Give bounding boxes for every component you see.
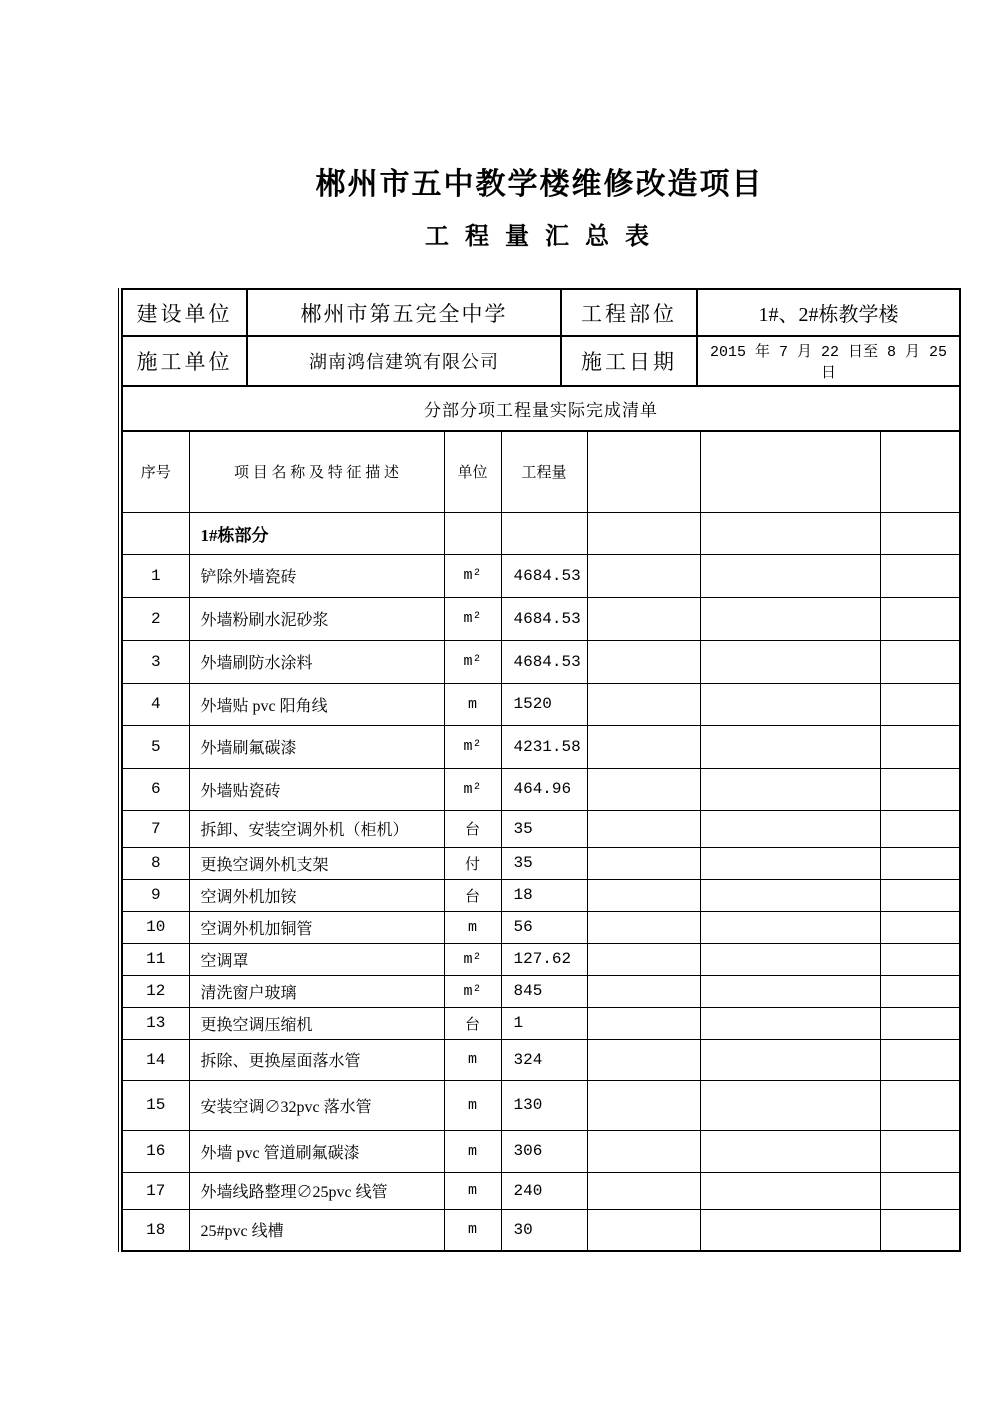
quantity-cell: 4684.53	[501, 597, 587, 640]
quantity-cell: 464.96	[501, 768, 587, 810]
row-no-cell: 18	[122, 1209, 189, 1251]
table-row	[122, 640, 960, 683]
empty-cell-3	[880, 640, 960, 683]
unit-cell: m	[444, 1080, 501, 1130]
empty-cell-2	[700, 1172, 880, 1209]
unit-cell: m²	[444, 554, 501, 597]
empty-cell-2	[700, 810, 880, 847]
unit-cell: m	[444, 1130, 501, 1172]
empty-cell-3	[880, 879, 960, 911]
row-no-cell: 14	[122, 1039, 189, 1080]
empty-cell-3	[880, 1130, 960, 1172]
row-no-cell: 1	[122, 554, 189, 597]
value-contractor: 湖南鸿信建筑有限公司	[247, 336, 561, 386]
group-row	[122, 512, 960, 554]
info-row-contractor	[122, 336, 960, 386]
row-no-cell: 9	[122, 879, 189, 911]
quantity-cell: 30	[501, 1209, 587, 1251]
empty-cell-1	[587, 1172, 700, 1209]
quantity-cell: 35	[501, 847, 587, 879]
item-name-cell: 外墙贴 pvc 阳角线	[189, 683, 444, 725]
quantity-cell: 56	[501, 911, 587, 943]
row-no-cell: 8	[122, 847, 189, 879]
unit-cell: m²	[444, 725, 501, 768]
empty-cell-1	[587, 1007, 700, 1039]
group-unit-cell	[444, 512, 501, 554]
table-row	[122, 683, 960, 725]
item-name-cell: 清洗窗户玻璃	[189, 975, 444, 1007]
empty-cell-3	[880, 768, 960, 810]
empty-cell-2	[700, 943, 880, 975]
quantity-cell: 324	[501, 1039, 587, 1080]
table-row	[122, 597, 960, 640]
quantity-cell: 306	[501, 1130, 587, 1172]
table-row	[122, 768, 960, 810]
row-no-cell: 11	[122, 943, 189, 975]
empty-cell-2	[700, 1039, 880, 1080]
item-name-cell: 外墙刷氟碳漆	[189, 725, 444, 768]
col-header-empty-2	[700, 432, 880, 512]
empty-cell-1	[587, 554, 700, 597]
row-no-cell: 3	[122, 640, 189, 683]
empty-cell-3	[880, 725, 960, 768]
item-name-cell: 外墙贴瓷砖	[189, 768, 444, 810]
col-header-empty-1	[587, 432, 700, 512]
row-no-cell: 4	[122, 683, 189, 725]
item-name-cell: 25#pvc 线槽	[189, 1209, 444, 1251]
empty-cell-2	[700, 847, 880, 879]
section-banner-row	[122, 386, 960, 431]
empty-cell-1	[587, 847, 700, 879]
empty-cell-1	[587, 911, 700, 943]
item-name-cell: 更换空调压缩机	[189, 1007, 444, 1039]
table-row	[122, 1080, 960, 1130]
unit-cell: m	[444, 1209, 501, 1251]
item-name-cell: 空调外机加铜管	[189, 911, 444, 943]
quantity-cell: 845	[501, 975, 587, 1007]
item-name-cell: 更换空调外机支架	[189, 847, 444, 879]
row-no-cell: 16	[122, 1130, 189, 1172]
quantity-cell: 4684.53	[501, 640, 587, 683]
info-row-construction-unit	[122, 289, 960, 336]
table-row	[122, 1130, 960, 1172]
table-row	[122, 810, 960, 847]
unit-cell: m	[444, 911, 501, 943]
unit-cell: m²	[444, 597, 501, 640]
value-construction-unit: 郴州市第五完全中学	[247, 289, 561, 336]
empty-cell-1	[587, 683, 700, 725]
empty-cell-2	[700, 725, 880, 768]
item-name-cell: 空调罩	[189, 943, 444, 975]
quantity-cell: 4684.53	[501, 554, 587, 597]
empty-cell-2	[700, 975, 880, 1007]
summary-table-wrapper	[118, 288, 962, 1252]
empty-cell-3	[880, 1209, 960, 1251]
empty-cell-1	[587, 943, 700, 975]
table-row	[122, 1039, 960, 1080]
label-project-part: 工程部位	[561, 289, 697, 336]
table-row	[122, 879, 960, 911]
item-name-cell: 外墙 pvc 管道刷氟碳漆	[189, 1130, 444, 1172]
unit-cell: 台	[444, 1007, 501, 1039]
row-no-cell: 10	[122, 911, 189, 943]
table-row	[122, 943, 960, 975]
label-construction-date: 施工日期	[561, 336, 697, 386]
col-header-item-name: 项 目 名 称 及 特 征 描 述	[189, 432, 444, 512]
empty-cell-3	[880, 1007, 960, 1039]
row-no-cell: 7	[122, 810, 189, 847]
empty-cell-2	[700, 879, 880, 911]
quantity-cell: 4231.58	[501, 725, 587, 768]
empty-cell-1	[587, 975, 700, 1007]
unit-cell: m	[444, 1039, 501, 1080]
empty-cell-2	[700, 683, 880, 725]
empty-cell-3	[880, 847, 960, 879]
table-row	[122, 1007, 960, 1039]
item-name-cell: 铲除外墙瓷砖	[189, 554, 444, 597]
col-header-no: 序号	[122, 432, 189, 512]
empty-cell-2	[700, 1080, 880, 1130]
item-name-cell: 外墙线路整理∅25pvc 线管	[189, 1172, 444, 1209]
empty-cell-3	[880, 683, 960, 725]
col-header-quantity: 工程量	[501, 432, 587, 512]
unit-cell: 台	[444, 810, 501, 847]
col-header-unit: 单位	[444, 432, 501, 512]
empty-cell-3	[880, 911, 960, 943]
row-no-cell: 5	[122, 725, 189, 768]
empty-cell-1	[587, 1039, 700, 1080]
column-header-row	[122, 432, 960, 512]
project-info-table	[121, 288, 961, 432]
item-name-cell: 拆卸、安装空调外机（柜机）	[189, 810, 444, 847]
quantity-table	[121, 432, 961, 1252]
unit-cell: m²	[444, 768, 501, 810]
empty-cell-3	[880, 975, 960, 1007]
empty-cell-3	[880, 810, 960, 847]
document-subtitle: 工 程 量 汇 总 表	[425, 224, 654, 250]
empty-cell-2	[700, 1209, 880, 1251]
quantity-cell: 130	[501, 1080, 587, 1130]
empty-cell-3	[880, 597, 960, 640]
quantity-cell: 1520	[501, 683, 587, 725]
empty-cell-2	[700, 1007, 880, 1039]
unit-cell: m	[444, 683, 501, 725]
table-row	[122, 1209, 960, 1251]
table-row	[122, 554, 960, 597]
empty-cell-1	[587, 1080, 700, 1130]
label-contractor: 施工单位	[122, 336, 247, 386]
group-empty-cell-2	[700, 512, 880, 554]
quantity-cell: 1	[501, 1007, 587, 1039]
item-name-cell: 外墙粉刷水泥砂浆	[189, 597, 444, 640]
row-no-cell: 13	[122, 1007, 189, 1039]
empty-cell-3	[880, 554, 960, 597]
empty-cell-1	[587, 810, 700, 847]
item-name-cell: 空调外机加铵	[189, 879, 444, 911]
table-row	[122, 847, 960, 879]
empty-cell-2	[700, 911, 880, 943]
empty-cell-3	[880, 943, 960, 975]
empty-cell-2	[700, 597, 880, 640]
table-row	[122, 1172, 960, 1209]
unit-cell: m	[444, 1172, 501, 1209]
empty-cell-3	[880, 1172, 960, 1209]
col-header-empty-3	[880, 432, 960, 512]
empty-cell-1	[587, 1209, 700, 1251]
empty-cell-3	[880, 1039, 960, 1080]
section-banner: 分部分项工程量实际完成清单	[122, 386, 960, 431]
group-empty-cell-3	[880, 512, 960, 554]
quantity-cell: 127.62	[501, 943, 587, 975]
row-no-cell: 6	[122, 768, 189, 810]
value-construction-date: 2015 年 7 月 22 日至 8 月 25 日	[697, 336, 960, 386]
document-title: 郴州市五中教学楼维修改造项目	[315, 168, 764, 201]
document-titles	[119, 165, 960, 254]
empty-cell-2	[700, 554, 880, 597]
row-no-cell: 15	[122, 1080, 189, 1130]
unit-cell: m²	[444, 943, 501, 975]
empty-cell-3	[880, 1080, 960, 1130]
empty-cell-1	[587, 725, 700, 768]
empty-cell-1	[587, 640, 700, 683]
table-row	[122, 725, 960, 768]
quantity-cell: 240	[501, 1172, 587, 1209]
empty-cell-1	[587, 1130, 700, 1172]
item-name-cell: 安装空调∅32pvc 落水管	[189, 1080, 444, 1130]
table-row	[122, 911, 960, 943]
group-label: 1#栋部分	[189, 512, 444, 554]
empty-cell-2	[700, 1130, 880, 1172]
group-no-cell	[122, 512, 189, 554]
label-construction-unit: 建设单位	[122, 289, 247, 336]
quantity-cell: 18	[501, 879, 587, 911]
unit-cell: m²	[444, 640, 501, 683]
table-row	[122, 975, 960, 1007]
item-name-cell: 外墙刷防水涂料	[189, 640, 444, 683]
empty-cell-1	[587, 597, 700, 640]
row-no-cell: 2	[122, 597, 189, 640]
row-no-cell: 17	[122, 1172, 189, 1209]
empty-cell-2	[700, 640, 880, 683]
unit-cell: 台	[444, 879, 501, 911]
item-name-cell: 拆除、更换屋面落水管	[189, 1039, 444, 1080]
row-no-cell: 12	[122, 975, 189, 1007]
quantity-cell: 35	[501, 810, 587, 847]
value-project-part: 1#、2#栋教学楼	[697, 289, 960, 336]
empty-cell-1	[587, 768, 700, 810]
unit-cell: m²	[444, 975, 501, 1007]
group-qty-cell	[501, 512, 587, 554]
empty-cell-1	[587, 879, 700, 911]
empty-cell-2	[700, 768, 880, 810]
group-empty-cell-1	[587, 512, 700, 554]
unit-cell: 付	[444, 847, 501, 879]
